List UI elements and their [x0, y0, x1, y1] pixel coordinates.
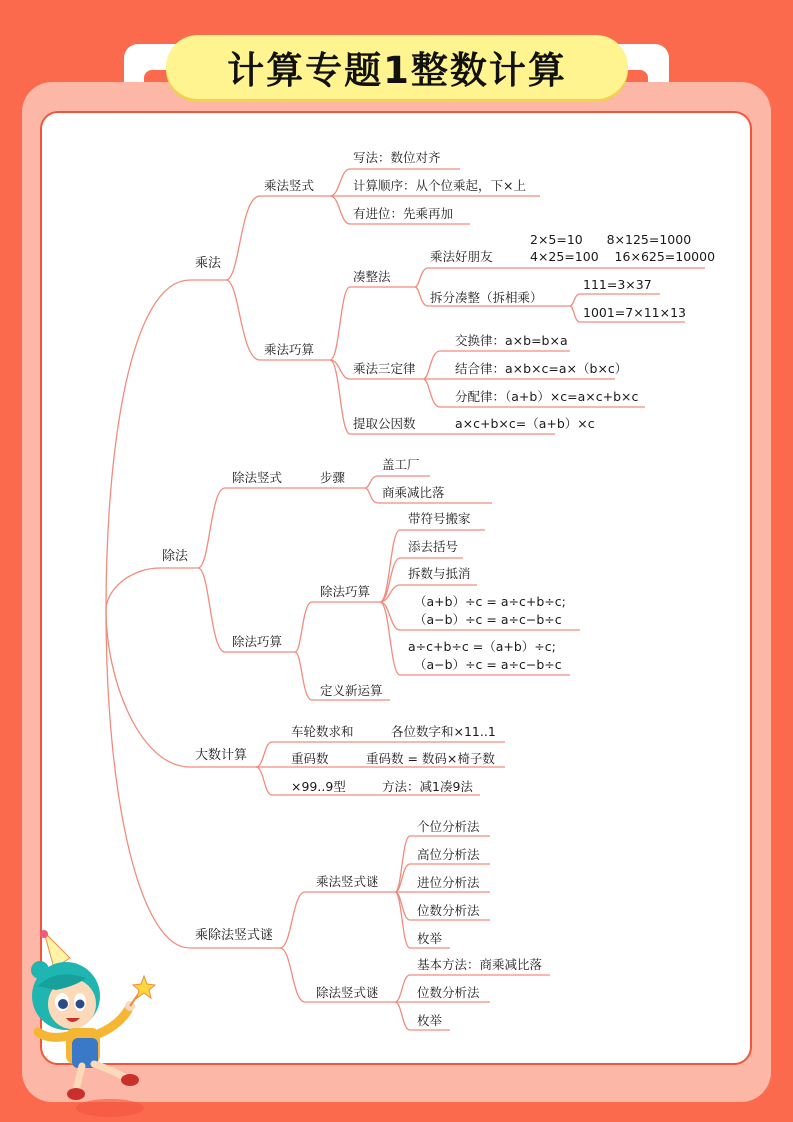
node-cfszm: 乘法竖式谜 — [316, 874, 379, 889]
node-cfhpy: 乘法好朋友 — [430, 249, 493, 264]
node-cms: 重码数 — [291, 751, 329, 766]
node-jhl2: 结合律：a×b×c=a×（b×c） — [455, 361, 628, 376]
connector-ccfszm-cfszm — [280, 892, 395, 948]
connector-root-chf — [106, 568, 198, 610]
node-tqkh: 添去括号 — [408, 539, 459, 554]
page-title: 计算专题1整数计算 — [227, 49, 567, 92]
node-f1b: （a−b）÷c = a÷c−b÷c — [414, 612, 562, 627]
node-jhl: 交换律：a×b=b×a — [455, 333, 568, 348]
mascot-girl-illustration — [26, 928, 156, 1118]
node-clsqh: 车轮数求和 — [291, 724, 354, 739]
node-cf: 乘法 — [195, 256, 222, 271]
connector-chfqs-chfqs2 — [295, 602, 380, 652]
node-ccfszm: 乘除法竖式谜 — [195, 928, 274, 943]
connector-cfqs-czf — [330, 287, 415, 360]
node-cfqs: 乘法巧算 — [264, 342, 315, 357]
node-eq2: 4×25=100 16×625=10000 — [530, 249, 716, 264]
node-dyxys: 定义新运算 — [320, 683, 383, 698]
node-chfszm: 除法竖式谜 — [316, 985, 379, 1000]
node-jbff: 基本方法：商乘减比落 — [417, 957, 543, 972]
node-jwfxf: 进位分析法 — [417, 875, 480, 890]
node-cfsz: 乘法竖式 — [264, 178, 315, 193]
node-scjbl: 商乘减比落 — [382, 485, 445, 500]
node-wsfxf: 位数分析法 — [417, 903, 480, 918]
node-chfqs2: 除法巧算 — [320, 584, 371, 599]
node-mj2: 枚举 — [417, 1013, 443, 1028]
node-czf: 凑整法 — [353, 269, 391, 284]
connector-root-ccfszm — [106, 610, 283, 948]
node-fpl: 分配律：（a+b）×c=a×c+b×c — [455, 389, 639, 404]
node-csydx: 拆数与抵消 — [408, 566, 471, 581]
node-f2a: a÷c+b÷c =（a+b）÷c; — [408, 639, 556, 654]
node-gwszh: 各位数字和×11..1 — [391, 724, 496, 739]
node-x99: ×99..9型 — [291, 779, 346, 794]
node-cfsdl: 乘法三定律 — [353, 361, 416, 376]
node-gwfxf: 个位分析法 — [417, 819, 480, 834]
node-f1a: （a+b）÷c = a÷c+b÷c; — [414, 594, 566, 609]
connector-czf-cfhpy — [415, 268, 705, 287]
connector-chf-chfsz — [198, 488, 310, 568]
node-wsfxf2: 位数分析法 — [417, 985, 480, 1000]
node-chfsz: 除法竖式 — [232, 470, 283, 485]
node-chfqs: 除法巧算 — [232, 634, 283, 649]
node-gaowfxf: 高位分析法 — [417, 847, 480, 862]
node-xf: 写法：数位对齐 — [353, 150, 441, 165]
node-cfcz: 拆分凑整（拆相乘） — [430, 290, 543, 305]
node-dsjs: 大数计算 — [195, 748, 248, 763]
node-cms-eq: 重码数 = 数码×椅子数 — [366, 751, 495, 766]
node-chf: 除法 — [162, 549, 189, 564]
node-eq1: 2×5=10 8×125=1000 — [530, 232, 692, 247]
node-tqgys: 提取公因数 — [353, 416, 416, 431]
node-jssx: 计算顺序：从个位乘起，下×上 — [353, 178, 526, 193]
node-bz: 步骤 — [320, 470, 346, 485]
node-f2b: （a−b）÷c = a÷c−b÷c — [414, 657, 562, 672]
node-ggc: 盖工厂 — [382, 457, 420, 472]
node-yjw: 有进位：先乘再加 — [353, 206, 454, 221]
node-ff: 方法：减1凑9法 — [382, 779, 473, 794]
node-eq4: 1001=7×11×13 — [583, 305, 686, 320]
node-mj: 枚举 — [417, 931, 443, 946]
node-tqgys-eq: a×c+b×c=（a+b）×c — [455, 416, 595, 431]
node-dfhbj: 带符号搬家 — [408, 511, 471, 526]
node-eq3: 111=3×37 — [583, 277, 652, 292]
connector-cf-cfsz — [226, 196, 330, 280]
